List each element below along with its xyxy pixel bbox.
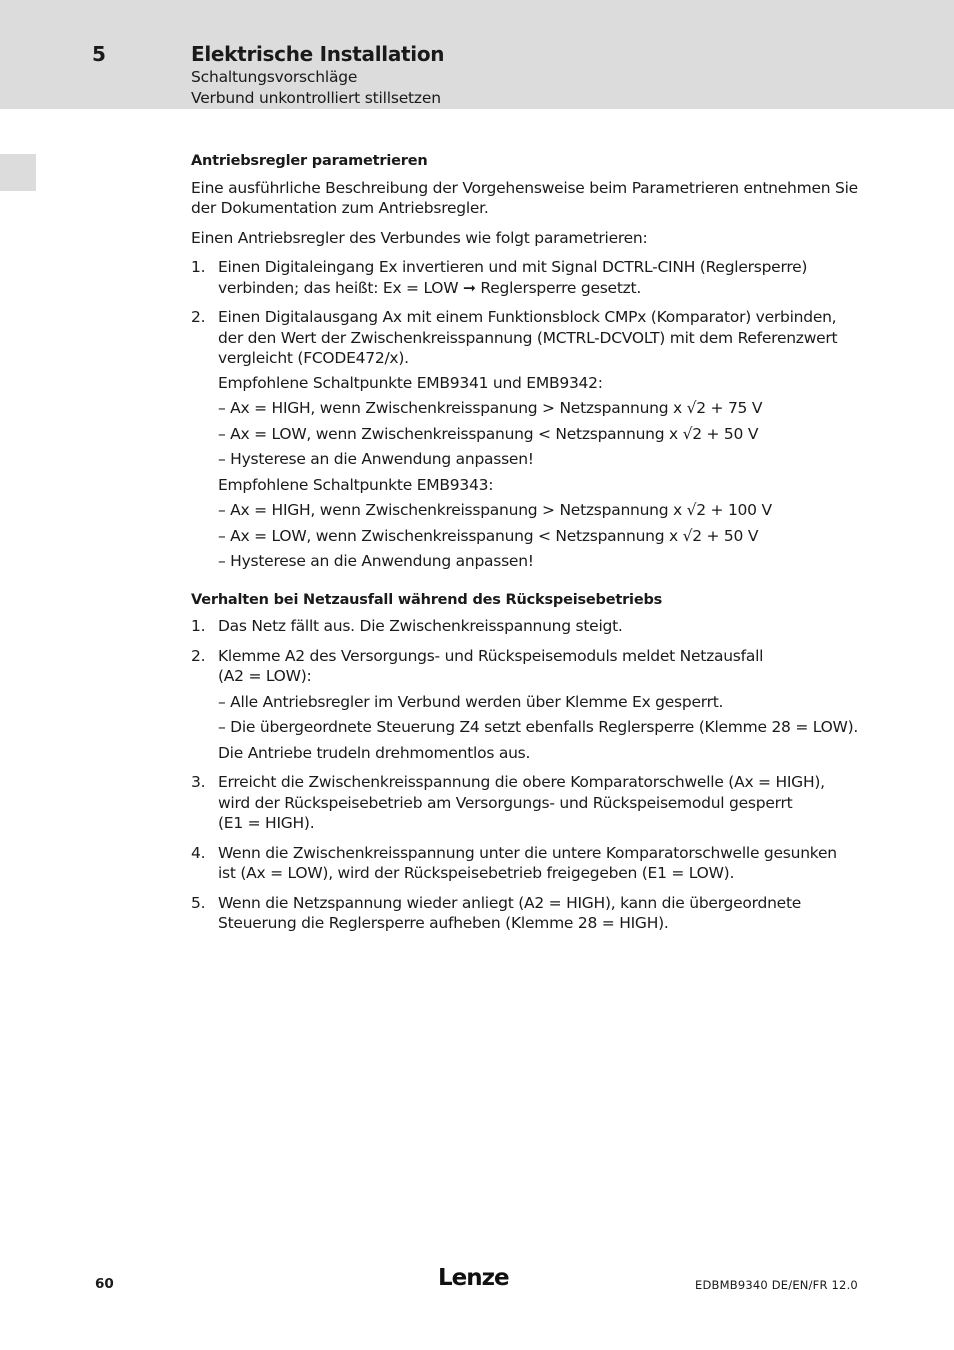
list-number: 3. bbox=[191, 773, 206, 791]
sub-block bbox=[218, 373, 881, 572]
dash-item: – Alle Antriebsregler im Verbund werden über Klemme Ex gesperrt. bbox=[218, 692, 724, 711]
list-item bbox=[191, 616, 881, 637]
text-line: der Dokumentation zum Antriebsregler. bbox=[191, 199, 489, 217]
subtitle-1: Schaltungsvorschläge bbox=[191, 68, 358, 86]
sub-title: Empfohlene Schaltpunkte EMB9343: bbox=[218, 475, 494, 494]
dash-item: – Hysterese an die Anwendung anpassen! bbox=[218, 552, 534, 570]
list-item bbox=[191, 307, 881, 572]
chapter-number: 5 bbox=[92, 42, 106, 66]
dash-item: – Ax = HIGH, wenn Zwischenkreisspanung > Netzspannung x √2 + 75 V bbox=[218, 399, 763, 417]
list-number: 2. bbox=[191, 646, 206, 665]
sub-title: Empfohlene Schaltpunkte EMB9341 und EMB9342: bbox=[218, 373, 603, 392]
text-line: ist (Ax = LOW), wird der Rückspeisebetrieb freigegeben (E1 = LOW). bbox=[218, 864, 735, 882]
text-line: Einen Digitaleingang Ex invertieren und mit Signal DCTRL-CINH (Reglersperre) bbox=[218, 258, 808, 276]
text-line: Steuerung die Reglersperre aufheben (Klemme 28 = HIGH). bbox=[218, 914, 669, 932]
text-line: vergleicht (FCODE472/x). bbox=[218, 349, 409, 367]
paragraph bbox=[191, 178, 881, 219]
text-line: der den Wert der Zwischenkreisspannung (MCTRL-DCVOLT) mit dem Referenzwert bbox=[218, 328, 838, 347]
page-number: 60 bbox=[95, 1276, 114, 1292]
text-line: (A2 = LOW): bbox=[218, 667, 312, 685]
text-line: Klemme A2 des Versorgungs- und Rückspeisemoduls meldet Netzausfall bbox=[218, 646, 764, 665]
text-line: Eine ausführliche Beschreibung der Vorgehensweise beim Parametrieren entnehmen Sie bbox=[191, 178, 858, 197]
text-line: Erreicht die Zwischenkreisspannung die obere Komparatorschwelle (Ax = HIGH), bbox=[218, 773, 825, 791]
dash-item: – Ax = LOW, wenn Zwischenkreisspanung < Netzspannung x √2 + 50 V bbox=[218, 526, 759, 545]
text-line: Wenn die Netzspannung wieder anliegt (A2 = HIGH), kann die übergeordnete bbox=[218, 893, 802, 912]
list-item bbox=[191, 646, 881, 764]
text-line: wird der Rückspeisebetrieb am Versorgungs- und Rückspeisemodul gesperrt bbox=[218, 793, 793, 812]
text-line: Wenn die Zwischenkreisspannung unter die untere Komparatorschwelle gesunken bbox=[218, 843, 837, 862]
dash-item: – Hysterese an die Anwendung anpassen! bbox=[218, 450, 534, 468]
text-line: Das Netz fällt aus. Die Zwischenkreisspannung steigt. bbox=[218, 617, 623, 635]
chapter-title: Elektrische Installation bbox=[191, 42, 445, 66]
document-id: EDBMB9340 DE/EN/FR 12.0 bbox=[695, 1278, 858, 1292]
list-item bbox=[191, 772, 881, 834]
list-item bbox=[191, 893, 881, 934]
text-line: verbinden; das heißt: Ex = LOW ➞ Reglersperre gesetzt. bbox=[218, 278, 642, 297]
list-number: 4. bbox=[191, 843, 206, 862]
dash-item: – Ax = HIGH, wenn Zwischenkreisspanung > Netzspannung x √2 + 100 V bbox=[218, 501, 772, 519]
chapter-side-tab bbox=[0, 154, 36, 191]
list-number: 2. bbox=[191, 308, 206, 326]
main-content bbox=[191, 151, 881, 943]
dash-item: – Die übergeordnete Steuerung Z4 setzt ebenfalls Reglersperre (Klemme 28 = LOW). bbox=[218, 718, 859, 736]
text-line: Die Antriebe trudeln drehmomentlos aus. bbox=[218, 743, 531, 762]
section-heading: Antriebsregler parametrieren bbox=[191, 153, 428, 169]
paragraph: Einen Antriebsregler des Verbundes wie folgt parametrieren: bbox=[191, 228, 648, 247]
list-item bbox=[191, 843, 881, 884]
lenze-logo: Lenze bbox=[438, 1265, 509, 1291]
section-heading: Verhalten bei Netzausfall während des Rückspeisebetriebs bbox=[191, 591, 663, 608]
list-number: 5. bbox=[191, 893, 206, 912]
header-band bbox=[0, 0, 954, 109]
text-line: Einen Digitalausgang Ax mit einem Funktionsblock CMPx (Komparator) verbinden, bbox=[218, 308, 837, 326]
list-number: 1. bbox=[191, 258, 206, 276]
subtitle-2: Verbund unkontrolliert stillsetzen bbox=[191, 89, 441, 107]
text-line: (E1 = HIGH). bbox=[218, 814, 315, 832]
dash-item: – Ax = LOW, wenn Zwischenkreisspanung < Netzspannung x √2 + 50 V bbox=[218, 424, 759, 443]
list-number: 1. bbox=[191, 617, 206, 635]
list-item bbox=[191, 257, 881, 298]
